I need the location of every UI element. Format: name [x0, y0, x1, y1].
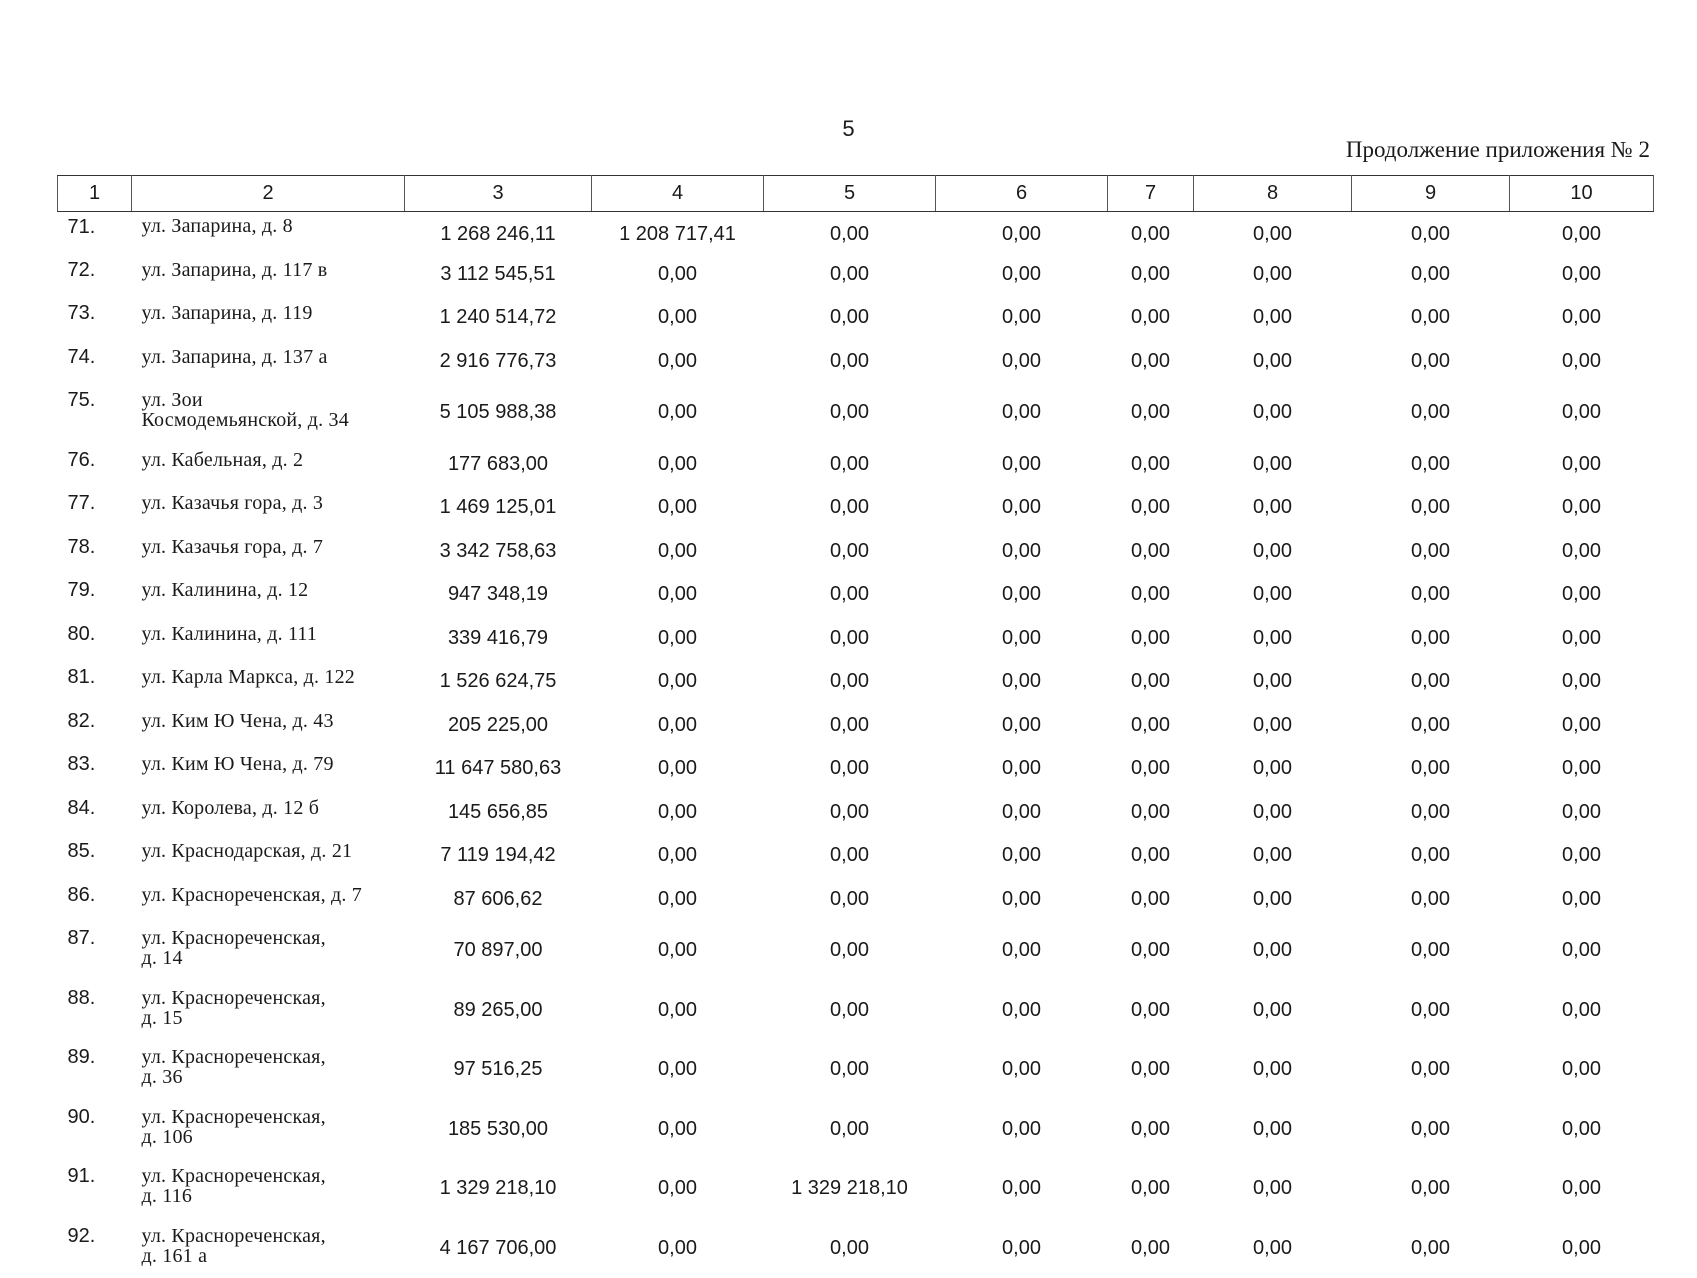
address-line: ул. Калинина, д. 12 — [142, 580, 405, 600]
value-cell-6: 0,00 — [936, 617, 1108, 661]
value-cell-4: 0,00 — [592, 573, 764, 617]
value-cell-8: 0,00 — [1194, 340, 1352, 384]
value-cell-7: 0,00 — [1108, 791, 1194, 835]
value-cell-3: 5 105 988,38 — [405, 383, 592, 443]
column-header: 9 — [1352, 176, 1510, 212]
value-cell-5: 1 329 218,10 — [764, 1159, 936, 1219]
row-number-cell: 87. — [58, 921, 132, 981]
value-cell-7: 0,00 — [1108, 383, 1194, 443]
value-cell-3: 185 530,00 — [405, 1100, 592, 1160]
value-cell-3: 87 606,62 — [405, 878, 592, 922]
row-number-cell: 79. — [58, 573, 132, 617]
value-cell-7: 0,00 — [1108, 573, 1194, 617]
address-line: д. 106 — [142, 1127, 405, 1147]
column-header: 5 — [764, 176, 936, 212]
address-line: ул. Запарина, д. 8 — [142, 216, 405, 236]
value-cell-10: 0,00 — [1510, 383, 1654, 443]
column-header: 6 — [936, 176, 1108, 212]
value-cell-3: 3 112 545,51 — [405, 253, 592, 297]
value-cell-4: 0,00 — [592, 981, 764, 1041]
value-cell-5: 0,00 — [764, 1100, 936, 1160]
address-cell — [132, 253, 405, 297]
column-header: 7 — [1108, 176, 1194, 212]
address-cell — [132, 212, 405, 253]
value-cell-9: 0,00 — [1352, 212, 1510, 253]
value-cell-7: 0,00 — [1108, 212, 1194, 253]
value-cell-5: 0,00 — [764, 443, 936, 487]
address-line: д. 116 — [142, 1186, 405, 1206]
value-cell-8: 0,00 — [1194, 212, 1352, 253]
value-cell-3: 11 647 580,63 — [405, 747, 592, 791]
value-cell-5: 0,00 — [764, 486, 936, 530]
table-row — [58, 617, 1654, 661]
row-number-cell: 91. — [58, 1159, 132, 1219]
table-row — [58, 443, 1654, 487]
value-cell-4: 0,00 — [592, 704, 764, 748]
address-cell — [132, 1040, 405, 1100]
value-cell-5: 0,00 — [764, 747, 936, 791]
address-cell — [132, 1100, 405, 1160]
table-row — [58, 981, 1654, 1041]
value-cell-3: 145 656,85 — [405, 791, 592, 835]
value-cell-7: 0,00 — [1108, 1100, 1194, 1160]
value-cell-8: 0,00 — [1194, 253, 1352, 297]
value-cell-3: 177 683,00 — [405, 443, 592, 487]
value-cell-6: 0,00 — [936, 1100, 1108, 1160]
address-cell — [132, 617, 405, 661]
column-header: 10 — [1510, 176, 1654, 212]
value-cell-6: 0,00 — [936, 1219, 1108, 1278]
table-row — [58, 878, 1654, 922]
value-cell-4: 0,00 — [592, 660, 764, 704]
row-number-cell: 71. — [58, 212, 132, 253]
value-cell-6: 0,00 — [936, 253, 1108, 297]
value-cell-4: 0,00 — [592, 383, 764, 443]
address-cell — [132, 660, 405, 704]
address-cell — [132, 573, 405, 617]
address-cell — [132, 296, 405, 340]
address-line: д. 15 — [142, 1008, 405, 1028]
value-cell-4: 0,00 — [592, 253, 764, 297]
column-header: 2 — [132, 176, 405, 212]
value-cell-9: 0,00 — [1352, 296, 1510, 340]
value-cell-10: 0,00 — [1510, 791, 1654, 835]
row-number-cell: 88. — [58, 981, 132, 1041]
value-cell-5: 0,00 — [764, 981, 936, 1041]
table-row — [58, 1159, 1654, 1219]
value-cell-9: 0,00 — [1352, 878, 1510, 922]
address-line: ул. Королева, д. 12 б — [142, 798, 405, 818]
value-cell-6: 0,00 — [936, 921, 1108, 981]
value-cell-9: 0,00 — [1352, 791, 1510, 835]
value-cell-7: 0,00 — [1108, 747, 1194, 791]
table-row — [58, 921, 1654, 981]
value-cell-10: 0,00 — [1510, 617, 1654, 661]
value-cell-6: 0,00 — [936, 296, 1108, 340]
value-cell-9: 0,00 — [1352, 1040, 1510, 1100]
value-cell-3: 1 526 624,75 — [405, 660, 592, 704]
value-cell-7: 0,00 — [1108, 921, 1194, 981]
value-cell-4: 0,00 — [592, 443, 764, 487]
column-header: 3 — [405, 176, 592, 212]
value-cell-6: 0,00 — [936, 212, 1108, 253]
value-cell-4: 0,00 — [592, 530, 764, 574]
value-cell-5: 0,00 — [764, 878, 936, 922]
value-cell-10: 0,00 — [1510, 747, 1654, 791]
value-cell-8: 0,00 — [1194, 834, 1352, 878]
value-cell-5: 0,00 — [764, 530, 936, 574]
value-cell-6: 0,00 — [936, 383, 1108, 443]
table-row — [58, 1100, 1654, 1160]
value-cell-5: 0,00 — [764, 921, 936, 981]
value-cell-8: 0,00 — [1194, 1219, 1352, 1278]
address-cell — [132, 834, 405, 878]
value-cell-6: 0,00 — [936, 878, 1108, 922]
value-cell-9: 0,00 — [1352, 486, 1510, 530]
row-number-cell: 89. — [58, 1040, 132, 1100]
value-cell-5: 0,00 — [764, 340, 936, 384]
row-number-cell: 92. — [58, 1219, 132, 1278]
address-line: д. 36 — [142, 1067, 405, 1087]
table-row — [58, 212, 1654, 253]
value-cell-6: 0,00 — [936, 1159, 1108, 1219]
value-cell-10: 0,00 — [1510, 1219, 1654, 1278]
value-cell-10: 0,00 — [1510, 1159, 1654, 1219]
address-line: ул. Запарина, д. 119 — [142, 303, 405, 323]
row-number-cell: 72. — [58, 253, 132, 297]
value-cell-8: 0,00 — [1194, 530, 1352, 574]
value-cell-6: 0,00 — [936, 981, 1108, 1041]
value-cell-5: 0,00 — [764, 253, 936, 297]
value-cell-10: 0,00 — [1510, 253, 1654, 297]
address-line: ул. Краснореченская, — [142, 1107, 405, 1127]
value-cell-6: 0,00 — [936, 660, 1108, 704]
address-cell — [132, 340, 405, 384]
column-header: 4 — [592, 176, 764, 212]
value-cell-9: 0,00 — [1352, 253, 1510, 297]
value-cell-5: 0,00 — [764, 383, 936, 443]
value-cell-5: 0,00 — [764, 573, 936, 617]
value-cell-8: 0,00 — [1194, 704, 1352, 748]
value-cell-6: 0,00 — [936, 486, 1108, 530]
value-cell-10: 0,00 — [1510, 704, 1654, 748]
address-line: ул. Казачья гора, д. 3 — [142, 493, 405, 513]
value-cell-4: 0,00 — [592, 296, 764, 340]
address-cell — [132, 704, 405, 748]
value-cell-8: 0,00 — [1194, 617, 1352, 661]
value-cell-7: 0,00 — [1108, 660, 1194, 704]
value-cell-9: 0,00 — [1352, 530, 1510, 574]
table-row — [58, 834, 1654, 878]
value-cell-4: 1 208 717,41 — [592, 212, 764, 253]
value-cell-9: 0,00 — [1352, 340, 1510, 384]
table-row — [58, 253, 1654, 297]
value-cell-5: 0,00 — [764, 834, 936, 878]
table-row — [58, 747, 1654, 791]
row-number-cell: 86. — [58, 878, 132, 922]
value-cell-9: 0,00 — [1352, 1100, 1510, 1160]
address-line: ул. Краснореченская, — [142, 928, 405, 948]
address-line: ул. Краснореченская, — [142, 1047, 405, 1067]
address-line: ул. Краснореченская, д. 7 — [142, 885, 405, 905]
address-cell — [132, 921, 405, 981]
address-line: ул. Краснореченская, — [142, 1166, 405, 1186]
table-row — [58, 660, 1654, 704]
value-cell-3: 947 348,19 — [405, 573, 592, 617]
value-cell-6: 0,00 — [936, 573, 1108, 617]
value-cell-5: 0,00 — [764, 296, 936, 340]
address-line: ул. Ким Ю Чена, д. 79 — [142, 754, 405, 774]
value-cell-10: 0,00 — [1510, 296, 1654, 340]
value-cell-4: 0,00 — [592, 617, 764, 661]
address-cell — [132, 878, 405, 922]
table-row — [58, 704, 1654, 748]
value-cell-7: 0,00 — [1108, 704, 1194, 748]
value-cell-4: 0,00 — [592, 340, 764, 384]
value-cell-7: 0,00 — [1108, 253, 1194, 297]
address-line: ул. Ким Ю Чена, д. 43 — [142, 711, 405, 731]
address-cell — [132, 486, 405, 530]
value-cell-9: 0,00 — [1352, 573, 1510, 617]
value-cell-5: 0,00 — [764, 660, 936, 704]
value-cell-9: 0,00 — [1352, 981, 1510, 1041]
value-cell-4: 0,00 — [592, 1040, 764, 1100]
value-cell-3: 97 516,25 — [405, 1040, 592, 1100]
table-row — [58, 1219, 1654, 1278]
column-header: 8 — [1194, 176, 1352, 212]
page-number: 5 — [0, 116, 1697, 142]
row-number-cell: 84. — [58, 791, 132, 835]
value-cell-9: 0,00 — [1352, 747, 1510, 791]
value-cell-10: 0,00 — [1510, 1100, 1654, 1160]
value-cell-6: 0,00 — [936, 1040, 1108, 1100]
table-row — [58, 340, 1654, 384]
value-cell-7: 0,00 — [1108, 1040, 1194, 1100]
value-cell-9: 0,00 — [1352, 834, 1510, 878]
value-cell-3: 4 167 706,00 — [405, 1219, 592, 1278]
value-cell-7: 0,00 — [1108, 1219, 1194, 1278]
value-cell-7: 0,00 — [1108, 617, 1194, 661]
value-cell-7: 0,00 — [1108, 981, 1194, 1041]
value-cell-5: 0,00 — [764, 1219, 936, 1278]
value-cell-8: 0,00 — [1194, 443, 1352, 487]
row-number-cell: 80. — [58, 617, 132, 661]
value-cell-7: 0,00 — [1108, 1159, 1194, 1219]
value-cell-3: 1 240 514,72 — [405, 296, 592, 340]
row-number-cell: 85. — [58, 834, 132, 878]
row-number-cell: 76. — [58, 443, 132, 487]
value-cell-7: 0,00 — [1108, 340, 1194, 384]
row-number-cell: 73. — [58, 296, 132, 340]
value-cell-10: 0,00 — [1510, 212, 1654, 253]
address-cell — [132, 1159, 405, 1219]
value-cell-4: 0,00 — [592, 921, 764, 981]
value-cell-6: 0,00 — [936, 834, 1108, 878]
address-cell — [132, 530, 405, 574]
row-number-cell: 78. — [58, 530, 132, 574]
value-cell-5: 0,00 — [764, 791, 936, 835]
address-line: ул. Казачья гора, д. 7 — [142, 537, 405, 557]
value-cell-7: 0,00 — [1108, 443, 1194, 487]
value-cell-9: 0,00 — [1352, 1219, 1510, 1278]
value-cell-4: 0,00 — [592, 747, 764, 791]
value-cell-7: 0,00 — [1108, 530, 1194, 574]
value-cell-4: 0,00 — [592, 486, 764, 530]
value-cell-9: 0,00 — [1352, 617, 1510, 661]
value-cell-8: 0,00 — [1194, 486, 1352, 530]
address-line: ул. Калинина, д. 111 — [142, 624, 405, 644]
value-cell-8: 0,00 — [1194, 791, 1352, 835]
value-cell-8: 0,00 — [1194, 383, 1352, 443]
value-cell-5: 0,00 — [764, 704, 936, 748]
address-line: ул. Запарина, д. 117 в — [142, 260, 405, 280]
value-cell-10: 0,00 — [1510, 340, 1654, 384]
address-line: д. 14 — [142, 948, 405, 968]
address-line: ул. Запарина, д. 137 а — [142, 347, 405, 367]
address-line: ул. Кабельная, д. 2 — [142, 450, 405, 470]
value-cell-5: 0,00 — [764, 617, 936, 661]
value-cell-4: 0,00 — [592, 878, 764, 922]
value-cell-3: 7 119 194,42 — [405, 834, 592, 878]
value-cell-7: 0,00 — [1108, 486, 1194, 530]
value-cell-4: 0,00 — [592, 834, 764, 878]
value-cell-4: 0,00 — [592, 1219, 764, 1278]
address-cell — [132, 791, 405, 835]
value-cell-10: 0,00 — [1510, 921, 1654, 981]
row-number-cell: 74. — [58, 340, 132, 384]
value-cell-8: 0,00 — [1194, 747, 1352, 791]
table-row — [58, 791, 1654, 835]
value-cell-6: 0,00 — [936, 704, 1108, 748]
address-line: д. 161 а — [142, 1246, 405, 1266]
value-cell-9: 0,00 — [1352, 921, 1510, 981]
table-row — [58, 296, 1654, 340]
value-cell-3: 1 469 125,01 — [405, 486, 592, 530]
value-cell-3: 2 916 776,73 — [405, 340, 592, 384]
address-cell — [132, 443, 405, 487]
value-cell-9: 0,00 — [1352, 443, 1510, 487]
value-cell-9: 0,00 — [1352, 704, 1510, 748]
value-cell-5: 0,00 — [764, 1040, 936, 1100]
row-number-cell: 83. — [58, 747, 132, 791]
value-cell-7: 0,00 — [1108, 296, 1194, 340]
value-cell-8: 0,00 — [1194, 921, 1352, 981]
value-cell-7: 0,00 — [1108, 834, 1194, 878]
table-row — [58, 530, 1654, 574]
row-number-cell: 75. — [58, 383, 132, 443]
value-cell-3: 3 342 758,63 — [405, 530, 592, 574]
address-line: ул. Краснореченская, — [142, 988, 405, 1008]
value-cell-4: 0,00 — [592, 1100, 764, 1160]
value-cell-4: 0,00 — [592, 1159, 764, 1219]
table-header-row — [58, 176, 1654, 212]
value-cell-6: 0,00 — [936, 443, 1108, 487]
value-cell-9: 0,00 — [1352, 1159, 1510, 1219]
row-number-cell: 90. — [58, 1100, 132, 1160]
table-row — [58, 383, 1654, 443]
table-body — [58, 212, 1654, 1278]
address-line: ул. Карла Маркса, д. 122 — [142, 667, 405, 687]
data-table — [57, 175, 1654, 1278]
row-number-cell: 81. — [58, 660, 132, 704]
value-cell-10: 0,00 — [1510, 573, 1654, 617]
value-cell-9: 0,00 — [1352, 660, 1510, 704]
value-cell-3: 70 897,00 — [405, 921, 592, 981]
value-cell-10: 0,00 — [1510, 878, 1654, 922]
value-cell-10: 0,00 — [1510, 443, 1654, 487]
table-row — [58, 573, 1654, 617]
value-cell-3: 205 225,00 — [405, 704, 592, 748]
table-row — [58, 486, 1654, 530]
value-cell-8: 0,00 — [1194, 1040, 1352, 1100]
value-cell-8: 0,00 — [1194, 1159, 1352, 1219]
value-cell-5: 0,00 — [764, 212, 936, 253]
address-line: ул. Краснореченская, — [142, 1226, 405, 1246]
address-cell — [132, 1219, 405, 1278]
value-cell-9: 0,00 — [1352, 383, 1510, 443]
address-line: Космодемьянской, д. 34 — [142, 410, 405, 430]
row-number-cell: 82. — [58, 704, 132, 748]
value-cell-10: 0,00 — [1510, 981, 1654, 1041]
value-cell-7: 0,00 — [1108, 878, 1194, 922]
value-cell-6: 0,00 — [936, 791, 1108, 835]
value-cell-3: 339 416,79 — [405, 617, 592, 661]
value-cell-8: 0,00 — [1194, 1100, 1352, 1160]
row-number-cell: 77. — [58, 486, 132, 530]
value-cell-8: 0,00 — [1194, 660, 1352, 704]
value-cell-6: 0,00 — [936, 530, 1108, 574]
column-header: 1 — [58, 176, 132, 212]
table-row — [58, 1040, 1654, 1100]
address-cell — [132, 981, 405, 1041]
value-cell-10: 0,00 — [1510, 834, 1654, 878]
value-cell-6: 0,00 — [936, 747, 1108, 791]
value-cell-3: 89 265,00 — [405, 981, 592, 1041]
value-cell-6: 0,00 — [936, 340, 1108, 384]
value-cell-3: 1 268 246,11 — [405, 212, 592, 253]
value-cell-8: 0,00 — [1194, 573, 1352, 617]
value-cell-10: 0,00 — [1510, 660, 1654, 704]
value-cell-10: 0,00 — [1510, 486, 1654, 530]
address-cell — [132, 383, 405, 443]
value-cell-8: 0,00 — [1194, 878, 1352, 922]
address-cell — [132, 747, 405, 791]
value-cell-10: 0,00 — [1510, 1040, 1654, 1100]
value-cell-8: 0,00 — [1194, 981, 1352, 1041]
address-line: ул. Зои — [142, 390, 405, 410]
value-cell-8: 0,00 — [1194, 296, 1352, 340]
address-line: ул. Краснодарская, д. 21 — [142, 841, 405, 861]
value-cell-3: 1 329 218,10 — [405, 1159, 592, 1219]
appendix-continuation-label: Продолжение приложения № 2 — [1346, 137, 1650, 163]
value-cell-10: 0,00 — [1510, 530, 1654, 574]
value-cell-4: 0,00 — [592, 791, 764, 835]
